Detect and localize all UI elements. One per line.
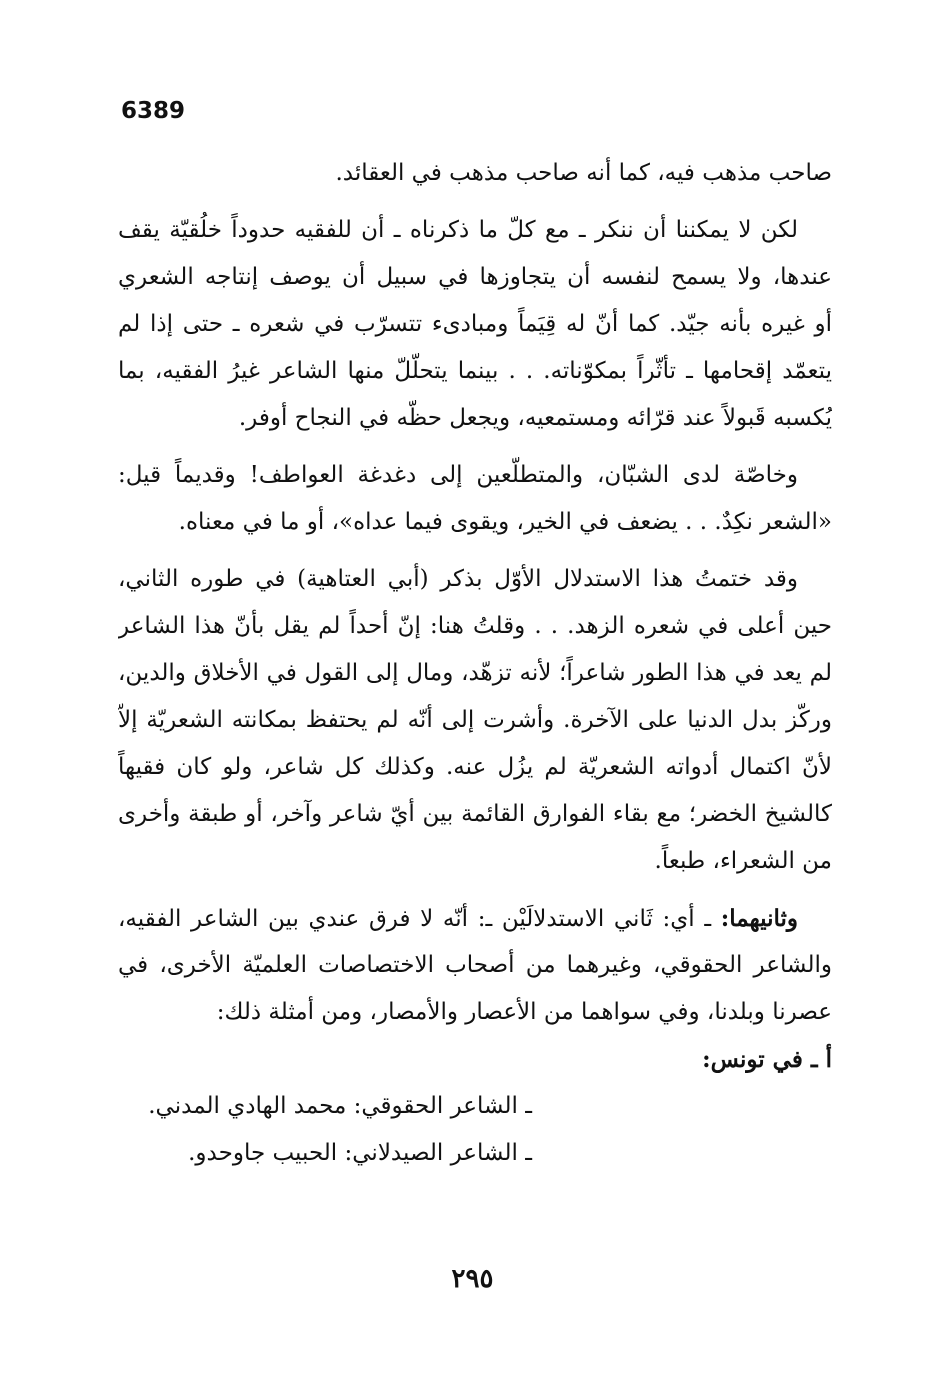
paragraph-3-line-1: وخاصّة لدى الشبّان، والمتطلّعين إلى دغدغة العواطف! وقديماً قيل:: [118, 462, 798, 488]
page-folio: ٢٩٥: [451, 1264, 494, 1294]
paragraph-1-line-1: صاحب مذهب فيه، كما أنه صاحب مذهب في العقائد.: [335, 160, 832, 186]
paragraph-2-line-2: عندها، ولا يسمح لنفسه أن يتجاوزها في سبيل أن يوصف إنتاجه الشعري: [118, 264, 832, 290]
paragraph-2-line-1: لكن لا يمكننا أن ننكر ـ مع كلّ ما ذكرناه ـ أن للفقيه حدوداً خلُقيّة يقف: [118, 217, 798, 243]
page-code: 6389: [121, 98, 186, 124]
paragraph-5-line-3: عصرنا وبلدنا، وفي سواهما من الأعصار والأمصار، ومن أمثلة ذلك:: [216, 999, 832, 1025]
paragraph-5-lead-word: وثانيهما:: [720, 905, 798, 932]
paragraph-4-line-7: من الشعراء، طبعاً.: [654, 848, 832, 874]
paragraph-2-line-5: يُكسبه قَبولاً عند قرّائه ومستمعيه، ويجعل حظّه في النجاح أوفر.: [238, 405, 832, 431]
paragraph-4-line-6: كالشيخ الخضر؛ مع بقاء الفوارق القائمة بين أيّ شاعر وآخر، أو طبقة وأخرى: [118, 801, 832, 827]
body-text: [118, 150, 832, 1177]
paragraph-5-first-line-rest: ـ أي: ثَاني الاستدلالَيْن ـ: أنّه لا فرق عندي بين الشاعر الفقيه،: [118, 906, 721, 932]
list-item: ـ الشاعر الصيدلاني: الحبيب جاوحدو.: [188, 1140, 532, 1166]
paragraph-4-line-4: وركّز بدل الدنيا على الآخرة. وأشرت إلى أنّه لم يحتفظ بمكانته الشعريّة إلاّ: [118, 707, 832, 733]
paragraph-4-line-5: لأنّ اكتمال أدواته الشعريّة لم يزُل عنه. وكذلك كل شاعر، ولو كان فقيهاً: [118, 754, 832, 780]
paragraph-2-line-4: يتعمّد إقحامها ـ تأثّراً بمكوّناته. . . بينما يتحلّلّ منها الشاعر غيرُ الفقيه، بما: [118, 358, 832, 384]
paragraph-5-line-1: [118, 895, 832, 942]
list-item: ـ الشاعر الحقوقي: محمد الهادي المدني.: [148, 1093, 532, 1119]
paragraph-4-line-1: وقد ختمتُ هذا الاستدلال الأوّل بذكر (أبي العتاهية) في طوره الثاني،: [118, 566, 798, 592]
paragraph-4-line-3: لم يعد في هذا الطور شاعراً؛ لأنه تزهّد، ومال إلى القول في الأخلاق والدين،: [118, 660, 832, 686]
section-heading: أ ـ في تونس:: [702, 1046, 832, 1073]
paragraph-3-line-2: «الشعر نكِدٌ. . . يضعف في الخير، ويقوى فيما عداه»، أو ما في معناه.: [178, 509, 832, 535]
paragraph-5-line-2: والشاعر الحقوقي، وغيرهما من أصحاب الاختصاصات العلميّة الأخرى، في: [118, 952, 832, 978]
paragraph-2-line-3: أو غيره بأنه جيّد. كما أنّ له قِيَماً ومبادىء تتسرّب في شعره ـ حتى إذا لم: [118, 311, 832, 337]
paragraph-4-line-2: حين أعلى في شعره الزهد. . . وقلتُ هنا: إنّ أحداً لم يقل بأنّ هذا الشاعر: [118, 613, 832, 639]
